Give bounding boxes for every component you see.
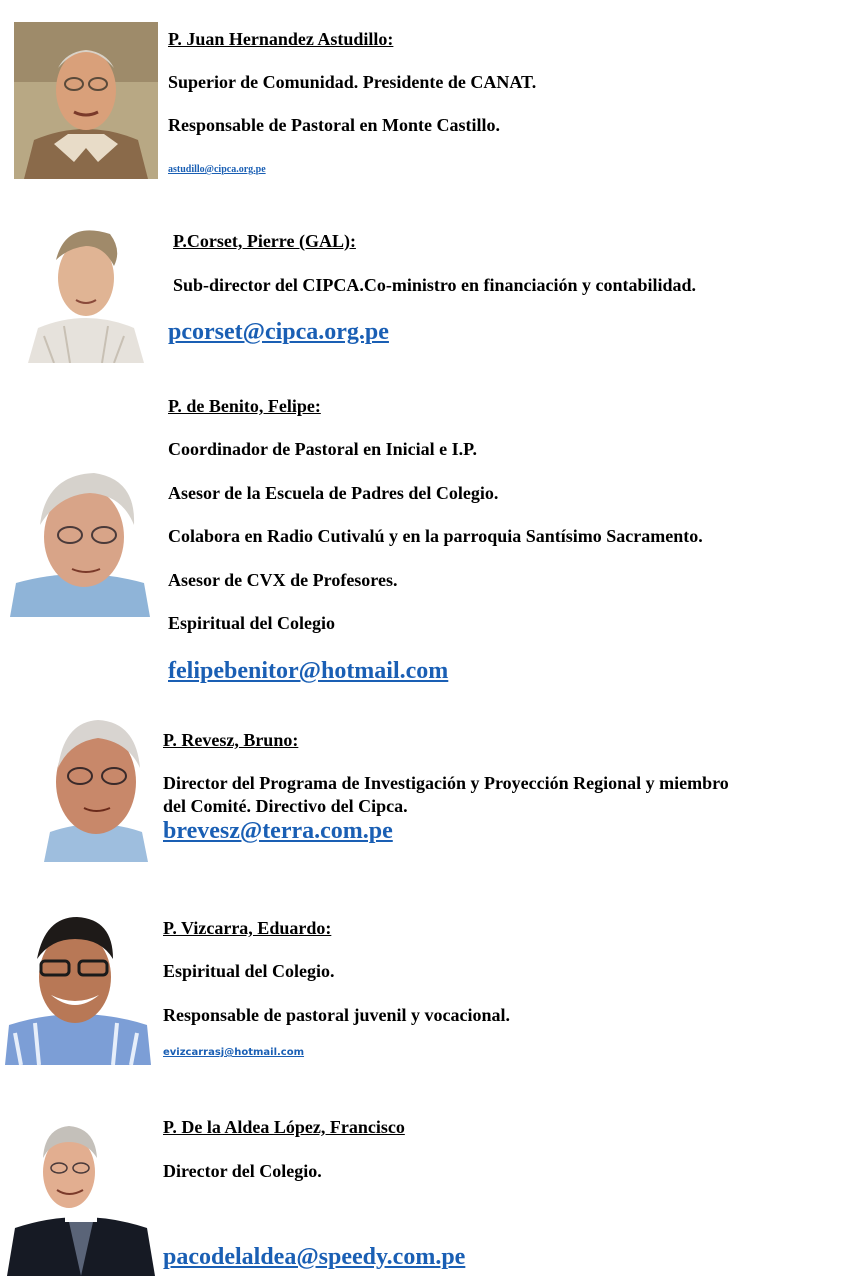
- role-line: Sub-director del CIPCA.Co-ministro en financiación y contabilidad.: [173, 275, 697, 295]
- person-name-3: P. de Benito, Felipe:: [168, 396, 321, 416]
- email-link-1[interactable]: astudillo@cipca.org.pe: [168, 164, 266, 175]
- person-name-1: P. Juan Hernandez Astudillo:: [168, 29, 394, 49]
- email-link-5[interactable]: evizcarrasj@hotmail.com: [163, 1047, 305, 1058]
- portrait-photo-4: [44, 712, 148, 862]
- role-line: Asesor de CVX de Profesores.: [168, 570, 398, 590]
- role-line: Responsable de Pastoral en Monte Castillo.: [168, 115, 500, 135]
- role-line: Superior de Comunidad. Presidente de CANAT.: [168, 72, 537, 92]
- email-link-3[interactable]: felipebenitor@hotmail.com: [168, 658, 449, 684]
- email-link-4[interactable]: brevesz@terra.com.pe: [163, 818, 393, 844]
- portrait-photo-3: [10, 465, 150, 617]
- role-line: Director del Programa de Investigación y Proyección Regional y miembro: [163, 773, 729, 793]
- role-line: Espiritual del Colegio: [168, 613, 336, 633]
- role-line: Director del Colegio.: [163, 1161, 322, 1181]
- portrait-photo-2: [14, 216, 158, 363]
- person-name-2: P.Corset, Pierre (GAL):: [173, 231, 356, 251]
- role-line: Colabora en Radio Cutivalú y en la parroquia Santísimo Sacramento.: [168, 526, 703, 546]
- email-link-2[interactable]: pcorset@cipca.org.pe: [168, 319, 389, 345]
- portrait-photo-5: [5, 915, 151, 1065]
- person-name-4: P. Revesz, Bruno:: [163, 730, 299, 750]
- person-name-6: P. De la Aldea López, Francisco: [163, 1117, 405, 1137]
- role-line: Responsable de pastoral juvenil y vocacional.: [163, 1005, 511, 1025]
- role-line: Asesor de la Escuela de Padres del Colegio.: [168, 483, 499, 503]
- portrait-photo-1: [14, 22, 158, 179]
- email-link-6[interactable]: pacodelaldea@speedy.com.pe: [163, 1244, 466, 1270]
- role-line: Coordinador de Pastoral en Inicial e I.P.: [168, 439, 478, 459]
- portrait-photo-6: [5, 1114, 157, 1276]
- role-line: del Comité. Directivo del Cipca.: [163, 796, 408, 816]
- role-line: Espiritual del Colegio.: [163, 961, 335, 981]
- person-name-5: P. Vizcarra, Eduardo:: [163, 918, 332, 938]
